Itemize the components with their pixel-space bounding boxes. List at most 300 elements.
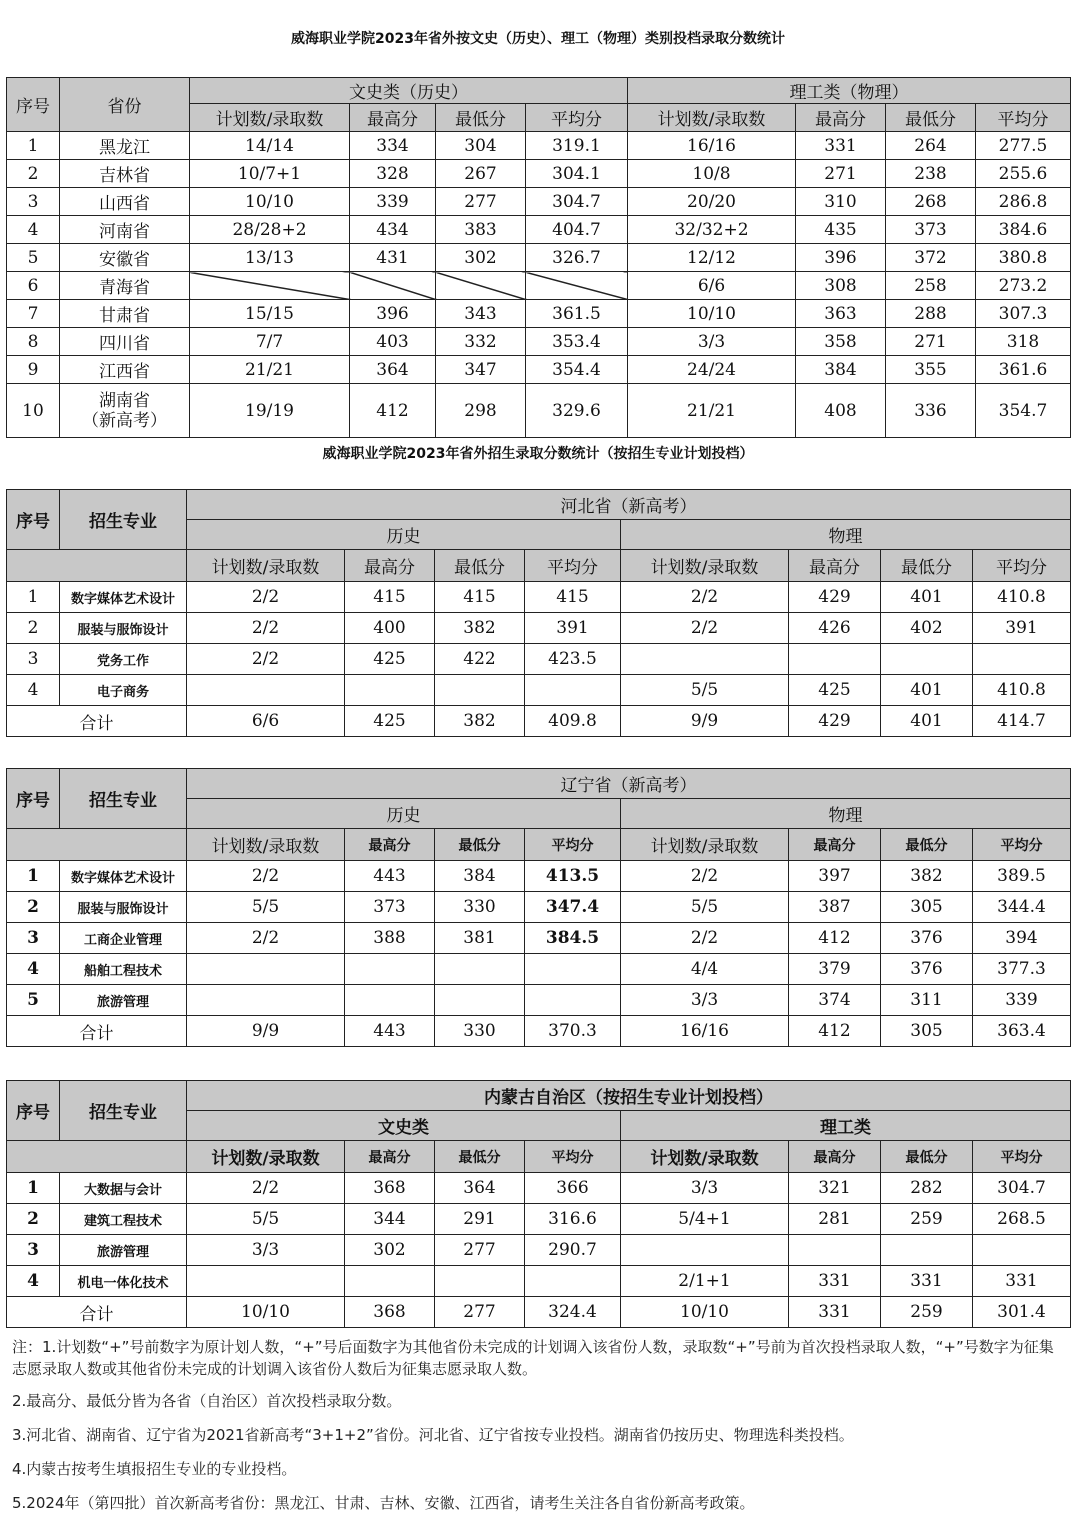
cell-major: 数字媒体艺术设计 bbox=[60, 861, 187, 892]
header-group-b: 理工类 bbox=[621, 1111, 1071, 1141]
cell-b-plan: 16/16 bbox=[628, 132, 796, 160]
cell-b-min: 336 bbox=[886, 384, 976, 438]
cell-a-avg: 326.7 bbox=[526, 244, 628, 272]
cell-b-min: 268 bbox=[886, 188, 976, 216]
total-b-min: 259 bbox=[881, 1297, 973, 1328]
cell-a-min: 415 bbox=[435, 582, 525, 613]
cell-major: 服装与服饰设计 bbox=[60, 892, 187, 923]
cell-a-min: 277 bbox=[436, 188, 526, 216]
total-label: 合计 bbox=[7, 1016, 187, 1047]
table-row bbox=[7, 188, 1071, 216]
cell-a-min: 381 bbox=[435, 923, 525, 954]
cell-b-min: 376 bbox=[881, 954, 973, 985]
cell-b-max: 358 bbox=[796, 328, 886, 356]
cell-a-min: 302 bbox=[436, 244, 526, 272]
cell-a-max: 396 bbox=[350, 300, 436, 328]
total-b-max: 412 bbox=[789, 1016, 881, 1047]
cell-b-min: 402 bbox=[881, 613, 973, 644]
cell-b-avg: 255.6 bbox=[976, 160, 1071, 188]
cell-a-avg bbox=[525, 675, 621, 706]
cell-no: 5 bbox=[7, 244, 60, 272]
table-row bbox=[7, 923, 1071, 954]
cell-a-plan: 2/2 bbox=[187, 923, 345, 954]
cell-no: 4 bbox=[7, 216, 60, 244]
cell-a-min: 347 bbox=[436, 356, 526, 384]
cell-a-avg bbox=[525, 985, 621, 1016]
table-row bbox=[7, 954, 1071, 985]
total-b-avg: 414.7 bbox=[973, 706, 1071, 737]
cell-a-min: 383 bbox=[436, 216, 526, 244]
header-seq: 序号 bbox=[7, 769, 60, 829]
cell-no: 3 bbox=[7, 1235, 60, 1266]
cell-a-max bbox=[345, 954, 435, 985]
cell-b-plan: 24/24 bbox=[628, 356, 796, 384]
header-avg: 平均分 bbox=[973, 829, 1071, 861]
cell-b-avg: 273.2 bbox=[976, 272, 1071, 300]
cell-b-plan: 2/1+1 bbox=[621, 1266, 789, 1297]
table-row bbox=[7, 892, 1071, 923]
cell-a-min: 364 bbox=[435, 1173, 525, 1204]
cell-a-plan: 13/13 bbox=[190, 244, 350, 272]
cell-a-max: 400 bbox=[345, 613, 435, 644]
cell-b-plan: 5/5 bbox=[621, 892, 789, 923]
header-min: 最低分 bbox=[435, 829, 525, 861]
cell-b-max: 271 bbox=[796, 160, 886, 188]
cell-a-min bbox=[435, 985, 525, 1016]
cell-a-plan: 2/2 bbox=[187, 861, 345, 892]
cell-b-max: 363 bbox=[796, 300, 886, 328]
cell-b-min: 264 bbox=[886, 132, 976, 160]
cell-major: 服装与服饰设计 bbox=[60, 613, 187, 644]
cell-province bbox=[60, 384, 190, 438]
liaoning-table bbox=[6, 768, 1071, 1047]
cell-b-min: 282 bbox=[881, 1173, 973, 1204]
header-max: 最高分 bbox=[345, 829, 435, 861]
cell-major: 船舶工程技术 bbox=[60, 954, 187, 985]
header-seq: 序号 bbox=[7, 490, 60, 550]
cell-a-min: 298 bbox=[436, 384, 526, 438]
header-plan: 计划数/录取数 bbox=[621, 1141, 789, 1173]
cell-b-min: 258 bbox=[886, 272, 976, 300]
cell-b-avg: 389.5 bbox=[973, 861, 1071, 892]
cell-b-avg: 410.8 bbox=[973, 582, 1071, 613]
hebei-table bbox=[6, 489, 1071, 737]
cell-b-max: 425 bbox=[789, 675, 881, 706]
cell-b-avg bbox=[973, 644, 1071, 675]
cell-no: 1 bbox=[7, 582, 60, 613]
cell-a-min bbox=[435, 675, 525, 706]
cell-b-plan bbox=[621, 644, 789, 675]
cell-no: 10 bbox=[7, 384, 60, 438]
cell-a-plan: 2/2 bbox=[187, 644, 345, 675]
cell-a-plan: 3/3 bbox=[187, 1235, 345, 1266]
cell-major: 旅游管理 bbox=[60, 1235, 187, 1266]
cell-b-plan: 4/4 bbox=[621, 954, 789, 985]
note-2: 2.最高分、最低分皆为各省（自治区）首次投档录取分数。 bbox=[12, 1392, 402, 1410]
cell-b-avg: 380.8 bbox=[976, 244, 1071, 272]
note-3: 3.河北省、湖南省、辽宁省为2021省新高考“3+1+2”省份。河北省、辽宁省按专业投档。湖南省仍按历史、物理选科类投档。 bbox=[12, 1426, 854, 1444]
cell-a-min: 343 bbox=[436, 300, 526, 328]
cell-b-max: 281 bbox=[789, 1204, 881, 1235]
cell-b-min: 401 bbox=[881, 675, 973, 706]
cell-b-plan: 2/2 bbox=[621, 582, 789, 613]
cell-b-plan: 10/8 bbox=[628, 160, 796, 188]
cell-b-max: 412 bbox=[789, 923, 881, 954]
table-row bbox=[7, 675, 1071, 706]
cell-a-max: 339 bbox=[350, 188, 436, 216]
cell-b-max: 435 bbox=[796, 216, 886, 244]
cell-a-max bbox=[345, 985, 435, 1016]
cell-a-min: 384 bbox=[435, 861, 525, 892]
total-b-plan: 10/10 bbox=[621, 1297, 789, 1328]
cell-a-avg: 304.7 bbox=[526, 188, 628, 216]
cell-no: 5 bbox=[7, 985, 60, 1016]
cell-no: 4 bbox=[7, 675, 60, 706]
cell-a-max: 364 bbox=[350, 356, 436, 384]
table-row bbox=[7, 272, 1071, 300]
header-seq: 序号 bbox=[7, 78, 60, 132]
cell-a-max: 388 bbox=[345, 923, 435, 954]
table-row bbox=[7, 582, 1071, 613]
header-plan: 计划数/录取数 bbox=[187, 550, 345, 582]
cell-a-plan bbox=[187, 954, 345, 985]
cell-a-avg: 316.6 bbox=[525, 1204, 621, 1235]
cell-b-min bbox=[881, 1235, 973, 1266]
cell-b-min: 373 bbox=[886, 216, 976, 244]
province-note: （新高考） bbox=[82, 410, 167, 431]
header-blank bbox=[7, 829, 187, 861]
cell-b-plan: 2/2 bbox=[621, 923, 789, 954]
header-avg: 平均分 bbox=[973, 1141, 1071, 1173]
cell-b-avg: 354.7 bbox=[976, 384, 1071, 438]
total-a-plan: 9/9 bbox=[187, 1016, 345, 1047]
total-b-plan: 9/9 bbox=[621, 706, 789, 737]
header-min: 最低分 bbox=[435, 550, 525, 582]
province-score-table bbox=[6, 77, 1071, 438]
header-province: 省份 bbox=[60, 78, 190, 132]
header-group-a: 历史 bbox=[187, 799, 621, 829]
cell-province: 吉林省 bbox=[60, 160, 190, 188]
cell-a-plan: 2/2 bbox=[187, 582, 345, 613]
header-region: 辽宁省（新高考） bbox=[187, 769, 1071, 799]
cell-no: 1 bbox=[7, 1173, 60, 1204]
header-min: 最低分 bbox=[886, 104, 976, 132]
cell-a-plan-empty bbox=[190, 272, 350, 300]
header-seq: 序号 bbox=[7, 1081, 60, 1141]
cell-b-max: 429 bbox=[789, 582, 881, 613]
header-max: 最高分 bbox=[789, 550, 881, 582]
header-avg: 平均分 bbox=[525, 550, 621, 582]
total-b-min: 401 bbox=[881, 706, 973, 737]
cell-a-avg bbox=[525, 1266, 621, 1297]
total-b-min: 305 bbox=[881, 1016, 973, 1047]
cell-province: 甘肃省 bbox=[60, 300, 190, 328]
table-row bbox=[7, 328, 1071, 356]
table-row bbox=[7, 356, 1071, 384]
header-avg: 平均分 bbox=[525, 1141, 621, 1173]
cell-b-max: 379 bbox=[789, 954, 881, 985]
cell-a-min: 332 bbox=[436, 328, 526, 356]
cell-major: 数字媒体艺术设计 bbox=[60, 582, 187, 613]
cell-b-min: 331 bbox=[881, 1266, 973, 1297]
cell-a-min-empty bbox=[436, 272, 526, 300]
cell-b-max: 396 bbox=[796, 244, 886, 272]
cell-b-max: 397 bbox=[789, 861, 881, 892]
cell-province: 青海省 bbox=[60, 272, 190, 300]
total-a-plan: 6/6 bbox=[187, 706, 345, 737]
cell-no: 9 bbox=[7, 356, 60, 384]
note-5: 5.2024年（第四批）首次新高考省份：黑龙江、甘肃、吉林、安徽、江西省，请考生关注各自省份新高考政策。 bbox=[12, 1494, 755, 1512]
cell-no: 1 bbox=[7, 132, 60, 160]
table-row bbox=[7, 1235, 1071, 1266]
cell-b-max: 408 bbox=[796, 384, 886, 438]
cell-a-avg: 304.1 bbox=[526, 160, 628, 188]
total-b-max: 331 bbox=[789, 1297, 881, 1328]
section-title: 威海职业学院2023年省外招生录取分数统计（按招生专业计划投档） bbox=[322, 446, 754, 462]
cell-a-min: 422 bbox=[435, 644, 525, 675]
cell-no: 3 bbox=[7, 644, 60, 675]
header-group-b: 物理 bbox=[621, 799, 1071, 829]
cell-a-avg bbox=[525, 954, 621, 985]
cell-b-avg: 307.3 bbox=[976, 300, 1071, 328]
cell-b-max: 321 bbox=[789, 1173, 881, 1204]
cell-a-plan: 19/19 bbox=[190, 384, 350, 438]
cell-a-max: 415 bbox=[345, 582, 435, 613]
table-row bbox=[7, 985, 1071, 1016]
header-avg: 平均分 bbox=[973, 550, 1071, 582]
table-row bbox=[7, 1173, 1071, 1204]
cell-b-max: 310 bbox=[796, 188, 886, 216]
header-max: 最高分 bbox=[789, 1141, 881, 1173]
cell-b-avg: 394 bbox=[973, 923, 1071, 954]
cell-a-plan: 28/28+2 bbox=[190, 216, 350, 244]
cell-a-min bbox=[435, 954, 525, 985]
cell-a-max: 328 bbox=[350, 160, 436, 188]
total-a-avg: 324.4 bbox=[525, 1297, 621, 1328]
cell-a-max bbox=[345, 675, 435, 706]
cell-a-max: 431 bbox=[350, 244, 436, 272]
header-min: 最低分 bbox=[881, 550, 973, 582]
cell-no: 4 bbox=[7, 1266, 60, 1297]
cell-b-plan: 2/2 bbox=[621, 613, 789, 644]
total-row bbox=[7, 706, 1071, 737]
header-plan: 计划数/录取数 bbox=[190, 104, 350, 132]
cell-b-avg: 377.3 bbox=[973, 954, 1071, 985]
cell-a-avg-empty bbox=[526, 272, 628, 300]
header-avg: 平均分 bbox=[976, 104, 1071, 132]
header-major: 招生专业 bbox=[60, 1081, 187, 1141]
cell-no: 3 bbox=[7, 923, 60, 954]
total-a-avg: 409.8 bbox=[525, 706, 621, 737]
table-row bbox=[7, 644, 1071, 675]
cell-b-max: 331 bbox=[789, 1266, 881, 1297]
cell-b-plan: 20/20 bbox=[628, 188, 796, 216]
cell-no: 2 bbox=[7, 160, 60, 188]
cell-a-avg: 384.5 bbox=[525, 923, 621, 954]
cell-b-min: 288 bbox=[886, 300, 976, 328]
cell-a-max: 368 bbox=[345, 1173, 435, 1204]
cell-b-max bbox=[789, 644, 881, 675]
header-avg: 平均分 bbox=[525, 829, 621, 861]
table-row bbox=[7, 1266, 1071, 1297]
total-a-max: 368 bbox=[345, 1297, 435, 1328]
table-row bbox=[7, 216, 1071, 244]
total-b-plan: 16/16 bbox=[621, 1016, 789, 1047]
header-max: 最高分 bbox=[350, 104, 436, 132]
cell-no: 2 bbox=[7, 1204, 60, 1235]
table-row bbox=[7, 160, 1071, 188]
cell-b-plan: 5/4+1 bbox=[621, 1204, 789, 1235]
header-plan: 计划数/录取数 bbox=[621, 550, 789, 582]
cell-b-max: 331 bbox=[796, 132, 886, 160]
note-1: 注：1.计划数“+”号前数字为原计划人数，“+”号后面数字为其他省份未完成的计划调入该省份人数，录取数“+”号前为首次投档录取人数，“+”号数字为征集志愿录取人数或其他省份未完成的计划调入该省份人数后为征集志愿录取人数。 bbox=[12, 1338, 1054, 1378]
cell-a-max: 425 bbox=[345, 644, 435, 675]
header-plan: 计划数/录取数 bbox=[187, 829, 345, 861]
cell-b-plan: 6/6 bbox=[628, 272, 796, 300]
cell-a-plan bbox=[187, 985, 345, 1016]
province-name: 湖南省 bbox=[99, 390, 150, 411]
cell-a-plan: 15/15 bbox=[190, 300, 350, 328]
cell-b-min: 376 bbox=[881, 923, 973, 954]
header-avg: 平均分 bbox=[526, 104, 628, 132]
cell-a-plan: 10/7+1 bbox=[190, 160, 350, 188]
header-plan: 计划数/录取数 bbox=[621, 829, 789, 861]
total-a-max: 443 bbox=[345, 1016, 435, 1047]
cell-a-max: 334 bbox=[350, 132, 436, 160]
header-major: 招生专业 bbox=[60, 769, 187, 829]
cell-b-avg: 331 bbox=[973, 1266, 1071, 1297]
cell-b-min: 271 bbox=[886, 328, 976, 356]
cell-a-min: 267 bbox=[436, 160, 526, 188]
cell-no: 4 bbox=[7, 954, 60, 985]
total-a-min: 382 bbox=[435, 706, 525, 737]
cell-b-plan: 21/21 bbox=[628, 384, 796, 438]
header-min: 最低分 bbox=[436, 104, 526, 132]
cell-a-avg: 423.5 bbox=[525, 644, 621, 675]
cell-no: 8 bbox=[7, 328, 60, 356]
table-row bbox=[7, 244, 1071, 272]
cell-b-avg: 277.5 bbox=[976, 132, 1071, 160]
table-row bbox=[7, 613, 1071, 644]
cell-b-max: 308 bbox=[796, 272, 886, 300]
cell-no: 6 bbox=[7, 272, 60, 300]
cell-a-max bbox=[345, 1266, 435, 1297]
cell-a-max: 434 bbox=[350, 216, 436, 244]
cell-major: 建筑工程技术 bbox=[60, 1204, 187, 1235]
cell-b-avg: 391 bbox=[973, 613, 1071, 644]
header-min: 最低分 bbox=[881, 829, 973, 861]
cell-b-max bbox=[789, 1235, 881, 1266]
cell-b-plan: 3/3 bbox=[628, 328, 796, 356]
cell-b-avg: 361.6 bbox=[976, 356, 1071, 384]
cell-a-max-empty bbox=[350, 272, 436, 300]
cell-a-plan: 7/7 bbox=[190, 328, 350, 356]
cell-major: 工商企业管理 bbox=[60, 923, 187, 954]
header-region: 河北省（新高考） bbox=[187, 490, 1071, 520]
total-b-avg: 363.4 bbox=[973, 1016, 1071, 1047]
header-max: 最高分 bbox=[345, 550, 435, 582]
cell-a-min: 330 bbox=[435, 892, 525, 923]
cell-a-avg: 361.5 bbox=[526, 300, 628, 328]
header-min: 最低分 bbox=[881, 1141, 973, 1173]
cell-a-plan: 14/14 bbox=[190, 132, 350, 160]
page-title: 威海职业学院2023年省外按文史（历史）、理工（物理）类别投档录取分数统计 bbox=[291, 31, 785, 47]
cell-no: 2 bbox=[7, 892, 60, 923]
cell-b-min: 372 bbox=[886, 244, 976, 272]
cell-b-min: 355 bbox=[886, 356, 976, 384]
cell-province: 黑龙江 bbox=[60, 132, 190, 160]
total-row bbox=[7, 1016, 1071, 1047]
header-group-b: 理工类（物理） bbox=[628, 78, 1071, 104]
cell-a-max: 373 bbox=[345, 892, 435, 923]
table-row bbox=[7, 300, 1071, 328]
cell-province: 河南省 bbox=[60, 216, 190, 244]
total-b-max: 429 bbox=[789, 706, 881, 737]
cell-major: 大数据与会计 bbox=[60, 1173, 187, 1204]
cell-a-min: 304 bbox=[436, 132, 526, 160]
cell-b-plan bbox=[621, 1235, 789, 1266]
cell-a-plan: 5/5 bbox=[187, 1204, 345, 1235]
header-blank bbox=[7, 550, 187, 582]
header-group-a: 历史 bbox=[187, 520, 621, 550]
cell-b-min: 305 bbox=[881, 892, 973, 923]
cell-province: 安徽省 bbox=[60, 244, 190, 272]
cell-b-plan: 2/2 bbox=[621, 861, 789, 892]
total-a-min: 330 bbox=[435, 1016, 525, 1047]
cell-a-max: 443 bbox=[345, 861, 435, 892]
total-label: 合计 bbox=[7, 706, 187, 737]
cell-no: 7 bbox=[7, 300, 60, 328]
cell-b-min: 382 bbox=[881, 861, 973, 892]
cell-a-avg: 404.7 bbox=[526, 216, 628, 244]
total-a-plan: 10/10 bbox=[187, 1297, 345, 1328]
cell-a-avg: 354.4 bbox=[526, 356, 628, 384]
cell-b-avg: 304.7 bbox=[973, 1173, 1071, 1204]
cell-a-avg: 290.7 bbox=[525, 1235, 621, 1266]
total-row bbox=[7, 1297, 1071, 1328]
total-a-max: 425 bbox=[345, 706, 435, 737]
cell-a-plan: 21/21 bbox=[190, 356, 350, 384]
table-row bbox=[7, 1204, 1071, 1235]
cell-b-min: 311 bbox=[881, 985, 973, 1016]
cell-a-min: 382 bbox=[435, 613, 525, 644]
cell-b-avg: 318 bbox=[976, 328, 1071, 356]
cell-a-plan: 2/2 bbox=[187, 1173, 345, 1204]
cell-a-max: 302 bbox=[345, 1235, 435, 1266]
cell-b-max: 374 bbox=[789, 985, 881, 1016]
cell-a-avg: 391 bbox=[525, 613, 621, 644]
note-4: 4.内蒙古按考生填报招生专业的专业投档。 bbox=[12, 1460, 297, 1478]
cell-a-plan bbox=[187, 1266, 345, 1297]
cell-b-min bbox=[881, 644, 973, 675]
cell-b-avg: 410.8 bbox=[973, 675, 1071, 706]
header-max: 最高分 bbox=[789, 829, 881, 861]
cell-b-max: 426 bbox=[789, 613, 881, 644]
cell-b-plan: 32/32+2 bbox=[628, 216, 796, 244]
cell-province: 山西省 bbox=[60, 188, 190, 216]
header-plan: 计划数/录取数 bbox=[628, 104, 796, 132]
header-blank bbox=[7, 1141, 187, 1173]
cell-a-avg: 319.1 bbox=[526, 132, 628, 160]
cell-no: 2 bbox=[7, 613, 60, 644]
header-min: 最低分 bbox=[435, 1141, 525, 1173]
cell-b-plan: 10/10 bbox=[628, 300, 796, 328]
cell-a-max: 412 bbox=[350, 384, 436, 438]
cell-province: 四川省 bbox=[60, 328, 190, 356]
cell-major: 机电一体化技术 bbox=[60, 1266, 187, 1297]
cell-province: 江西省 bbox=[60, 356, 190, 384]
cell-a-min: 291 bbox=[435, 1204, 525, 1235]
